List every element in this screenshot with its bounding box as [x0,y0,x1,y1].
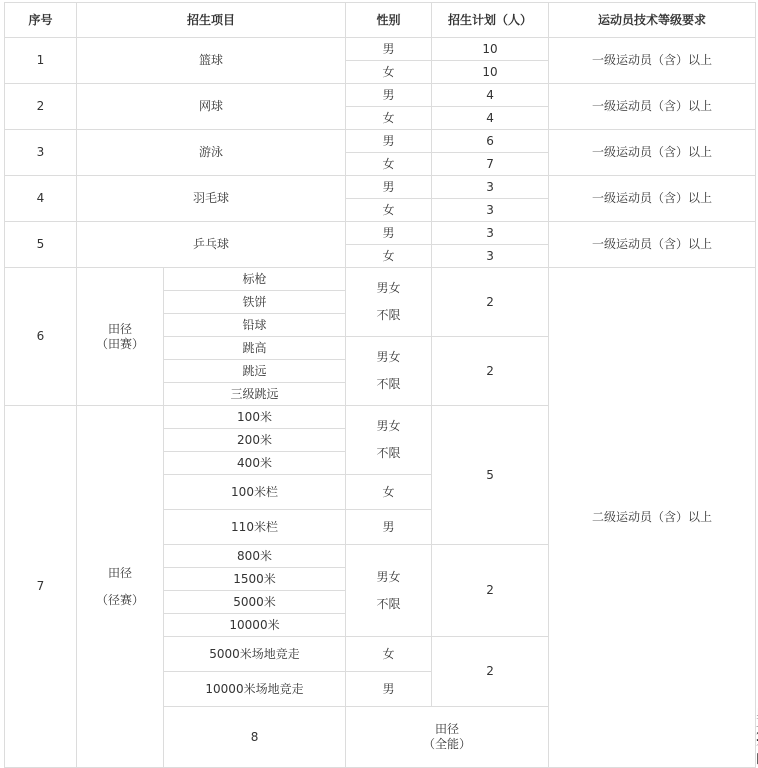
gender-cell: 男 [346,84,432,107]
count-cell: 7 [432,153,549,176]
seq-cell: 4 [5,176,77,222]
gender-cell: 男 [346,510,432,545]
level-cell: 一级运动员（含）以上 [549,38,756,84]
event-cell: 铅球 [164,314,346,337]
seq-cell: 5 [5,222,77,268]
count-cell: 10 [432,61,549,84]
header-gender: 性别 [346,3,432,38]
gender-cell: 男女 不限 [346,406,432,475]
event-cell: 100米栏 [164,475,346,510]
event-cell: 5000米 [164,591,346,614]
event-cell: 跳远 [164,360,346,383]
count-cell: 3 [432,245,549,268]
gender-cell: 男女 不限 [346,545,432,637]
table-row [5,176,756,199]
seq-cell: 2 [5,84,77,130]
gender-cell: 男 [346,672,432,707]
event-cell: 200米 [164,429,346,452]
project-cell [346,707,549,768]
event-cell: 5000米场地竞走 [164,637,346,672]
header-seq: 序号 [5,3,77,38]
count-cell: 3 [432,222,549,245]
gender-cell: 女 [346,61,432,84]
event-cell: 100米 [164,406,346,429]
table-row [5,268,756,291]
project-cell: 羽毛球 [77,176,346,222]
seq-cell: 8 [164,707,346,768]
project-cell: 网球 [77,84,346,130]
gender-cell: 女 [346,153,432,176]
gender-cell: 男女 不限 [346,268,432,337]
project-group-name: 田径 [107,565,132,580]
event-cell: 铁饼 [164,291,346,314]
table-row [5,38,756,61]
gender-cell: 男女 不限 [346,337,432,406]
count-cell: 10 [432,38,549,61]
count-cell: 4 [432,84,549,107]
level-cell: 一级运动员（含）以上 [549,84,756,130]
project-group-subname: （田赛） [95,336,144,351]
header-project: 招生项目 [77,3,346,38]
project-group-cell [77,406,164,768]
count-cell: 5 [432,406,549,545]
level-cell: 一级运动员（含）以上 [549,176,756,222]
project-subname: （全能） [423,737,472,751]
seq-cell: 1 [5,38,77,84]
seq-cell: 7 [5,406,77,768]
gender-cell: 女 [346,199,432,222]
gender-cell: 男 [346,130,432,153]
gender-cell: 男 [346,176,432,199]
count-cell: 2 [432,637,549,707]
project-cell: 游泳 [77,130,346,176]
project-group-name: 田径 [107,321,132,336]
event-cell: 10000米 [164,614,346,637]
count-cell: 2 [432,337,549,406]
table-row [5,130,756,153]
gender-cell: 女 [346,245,432,268]
table-row [5,84,756,107]
table-row [5,222,756,245]
event-cell: 800米 [164,545,346,568]
event-cell: 110米栏 [164,510,346,545]
seq-cell: 6 [5,268,77,406]
gender-cell: 女 [346,637,432,672]
event-cell: 10000米场地竞走 [164,672,346,707]
level-cell: 二级运动员（含）以上 [549,268,756,768]
project-cell: 乒乓球 [77,222,346,268]
count-cell: 3 [432,199,549,222]
count-cell: 4 [432,107,549,130]
count-cell: 6 [432,130,549,153]
project-cell: 篮球 [77,38,346,84]
event-cell: 1500米 [164,568,346,591]
event-cell: 400米 [164,452,346,475]
event-cell: 标枪 [164,268,346,291]
gender-cell: 男 [346,38,432,61]
event-cell: 跳高 [164,337,346,360]
admission-table [4,2,756,768]
count-cell: 2 [432,545,549,637]
count-cell: 3 [432,176,549,199]
gender-cell: 男 [346,222,432,245]
event-cell: 三级跳远 [164,383,346,406]
project-name: 田径 [435,722,460,736]
project-group-cell [77,268,164,406]
header-row [5,3,756,38]
level-cell: 一级运动员（含）以上 [549,130,756,176]
project-group-subname: （径赛） [95,592,144,607]
level-cell: 一级运动员（含）以上 [549,222,756,268]
seq-cell: 3 [5,130,77,176]
gender-cell: 女 [346,475,432,510]
count-cell: 2 [432,268,549,337]
gender-cell: 女 [346,107,432,130]
header-plan: 招生计划（人） [432,3,549,38]
header-level: 运动员技术等级要求 [549,3,756,38]
